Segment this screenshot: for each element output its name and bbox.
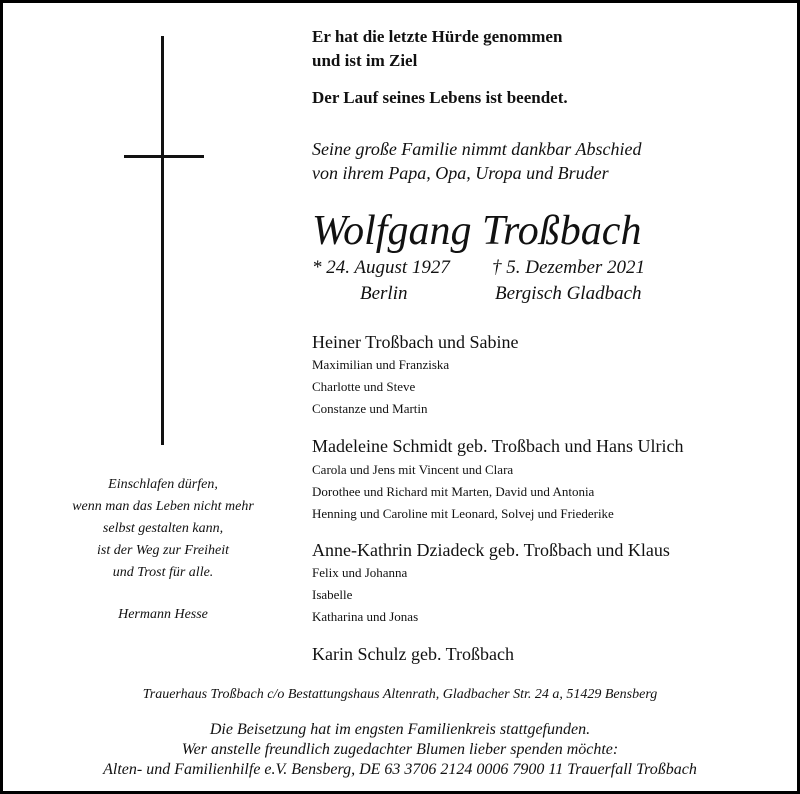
family-member: Felix und Johanna xyxy=(312,565,408,580)
poem-line: selbst gestalten kann, xyxy=(102,521,224,536)
birth-date: * 24. August 1927 xyxy=(312,257,450,278)
cross-horizontal-bar xyxy=(124,155,204,158)
family-member: Maximilian und Franziska xyxy=(312,357,450,372)
donation-account: Alten- und Familienhilfe e.V. Bensberg, DE 63 3706 2124 0006 7900 11 Trauerfall Troßbach xyxy=(103,761,697,778)
header-line-2: und ist im Ziel xyxy=(312,51,418,70)
family-member: Henning und Caroline mit Leonard, Solvej und Friederike xyxy=(312,506,614,521)
family-member: Constanze und Martin xyxy=(312,401,428,416)
family-head: Madeleine Schmidt geb. Troßbach und Hans Ulrich xyxy=(312,436,684,456)
poem-line: ist der Weg zur Freiheit xyxy=(97,543,229,558)
death-date: † 5. Dezember 2021 xyxy=(492,257,646,278)
family-member: Isabelle xyxy=(312,587,353,602)
poem-line: Einschlafen dürfen, xyxy=(108,477,218,492)
poem-author: Hermann Hesse xyxy=(118,607,208,622)
intro-line-1: Seine große Familie nimmt dankbar Abschied xyxy=(312,139,642,159)
funeral-note: Die Beisetzung hat im engsten Familienkreis stattgefunden. xyxy=(209,721,591,738)
header-line-3: Der Lauf seines Lebens ist beendet. xyxy=(312,88,568,107)
family-member: Katharina und Jonas xyxy=(312,609,419,624)
cross-vertical-bar xyxy=(161,36,164,445)
family-head: Anne-Kathrin Dziadeck geb. Troßbach und Klaus xyxy=(312,540,670,560)
death-place: Bergisch Gladbach xyxy=(495,283,642,304)
intro-line-2: von ihrem Papa, Opa, Uropa und Bruder xyxy=(312,163,609,183)
family-head: Karin Schulz geb. Troßbach xyxy=(312,644,514,664)
poem-line: und Trost für alle. xyxy=(112,565,214,580)
poem-line: wenn man das Leben nicht mehr xyxy=(72,499,254,514)
family-member: Dorothee und Richard mit Marten, David und Antonia xyxy=(312,484,595,499)
header-line-1: Er hat die letzte Hürde genommen xyxy=(312,27,563,46)
donation-request: Wer anstelle freundlich zugedachter Blumen lieber spenden möchte: xyxy=(181,741,619,758)
family-member: Charlotte und Steve xyxy=(312,379,416,394)
family-head: Heiner Troßbach und Sabine xyxy=(312,332,519,352)
deceased-name: Wolfgang Troßbach xyxy=(312,208,642,254)
mourning-address: Trauerhaus Troßbach c/o Bestattungshaus Altenrath, Gladbacher Str. 24 a, 51429 Bensberg xyxy=(142,687,658,702)
birth-place: Berlin xyxy=(360,283,408,304)
family-member: Carola und Jens mit Vincent und Clara xyxy=(312,462,514,477)
